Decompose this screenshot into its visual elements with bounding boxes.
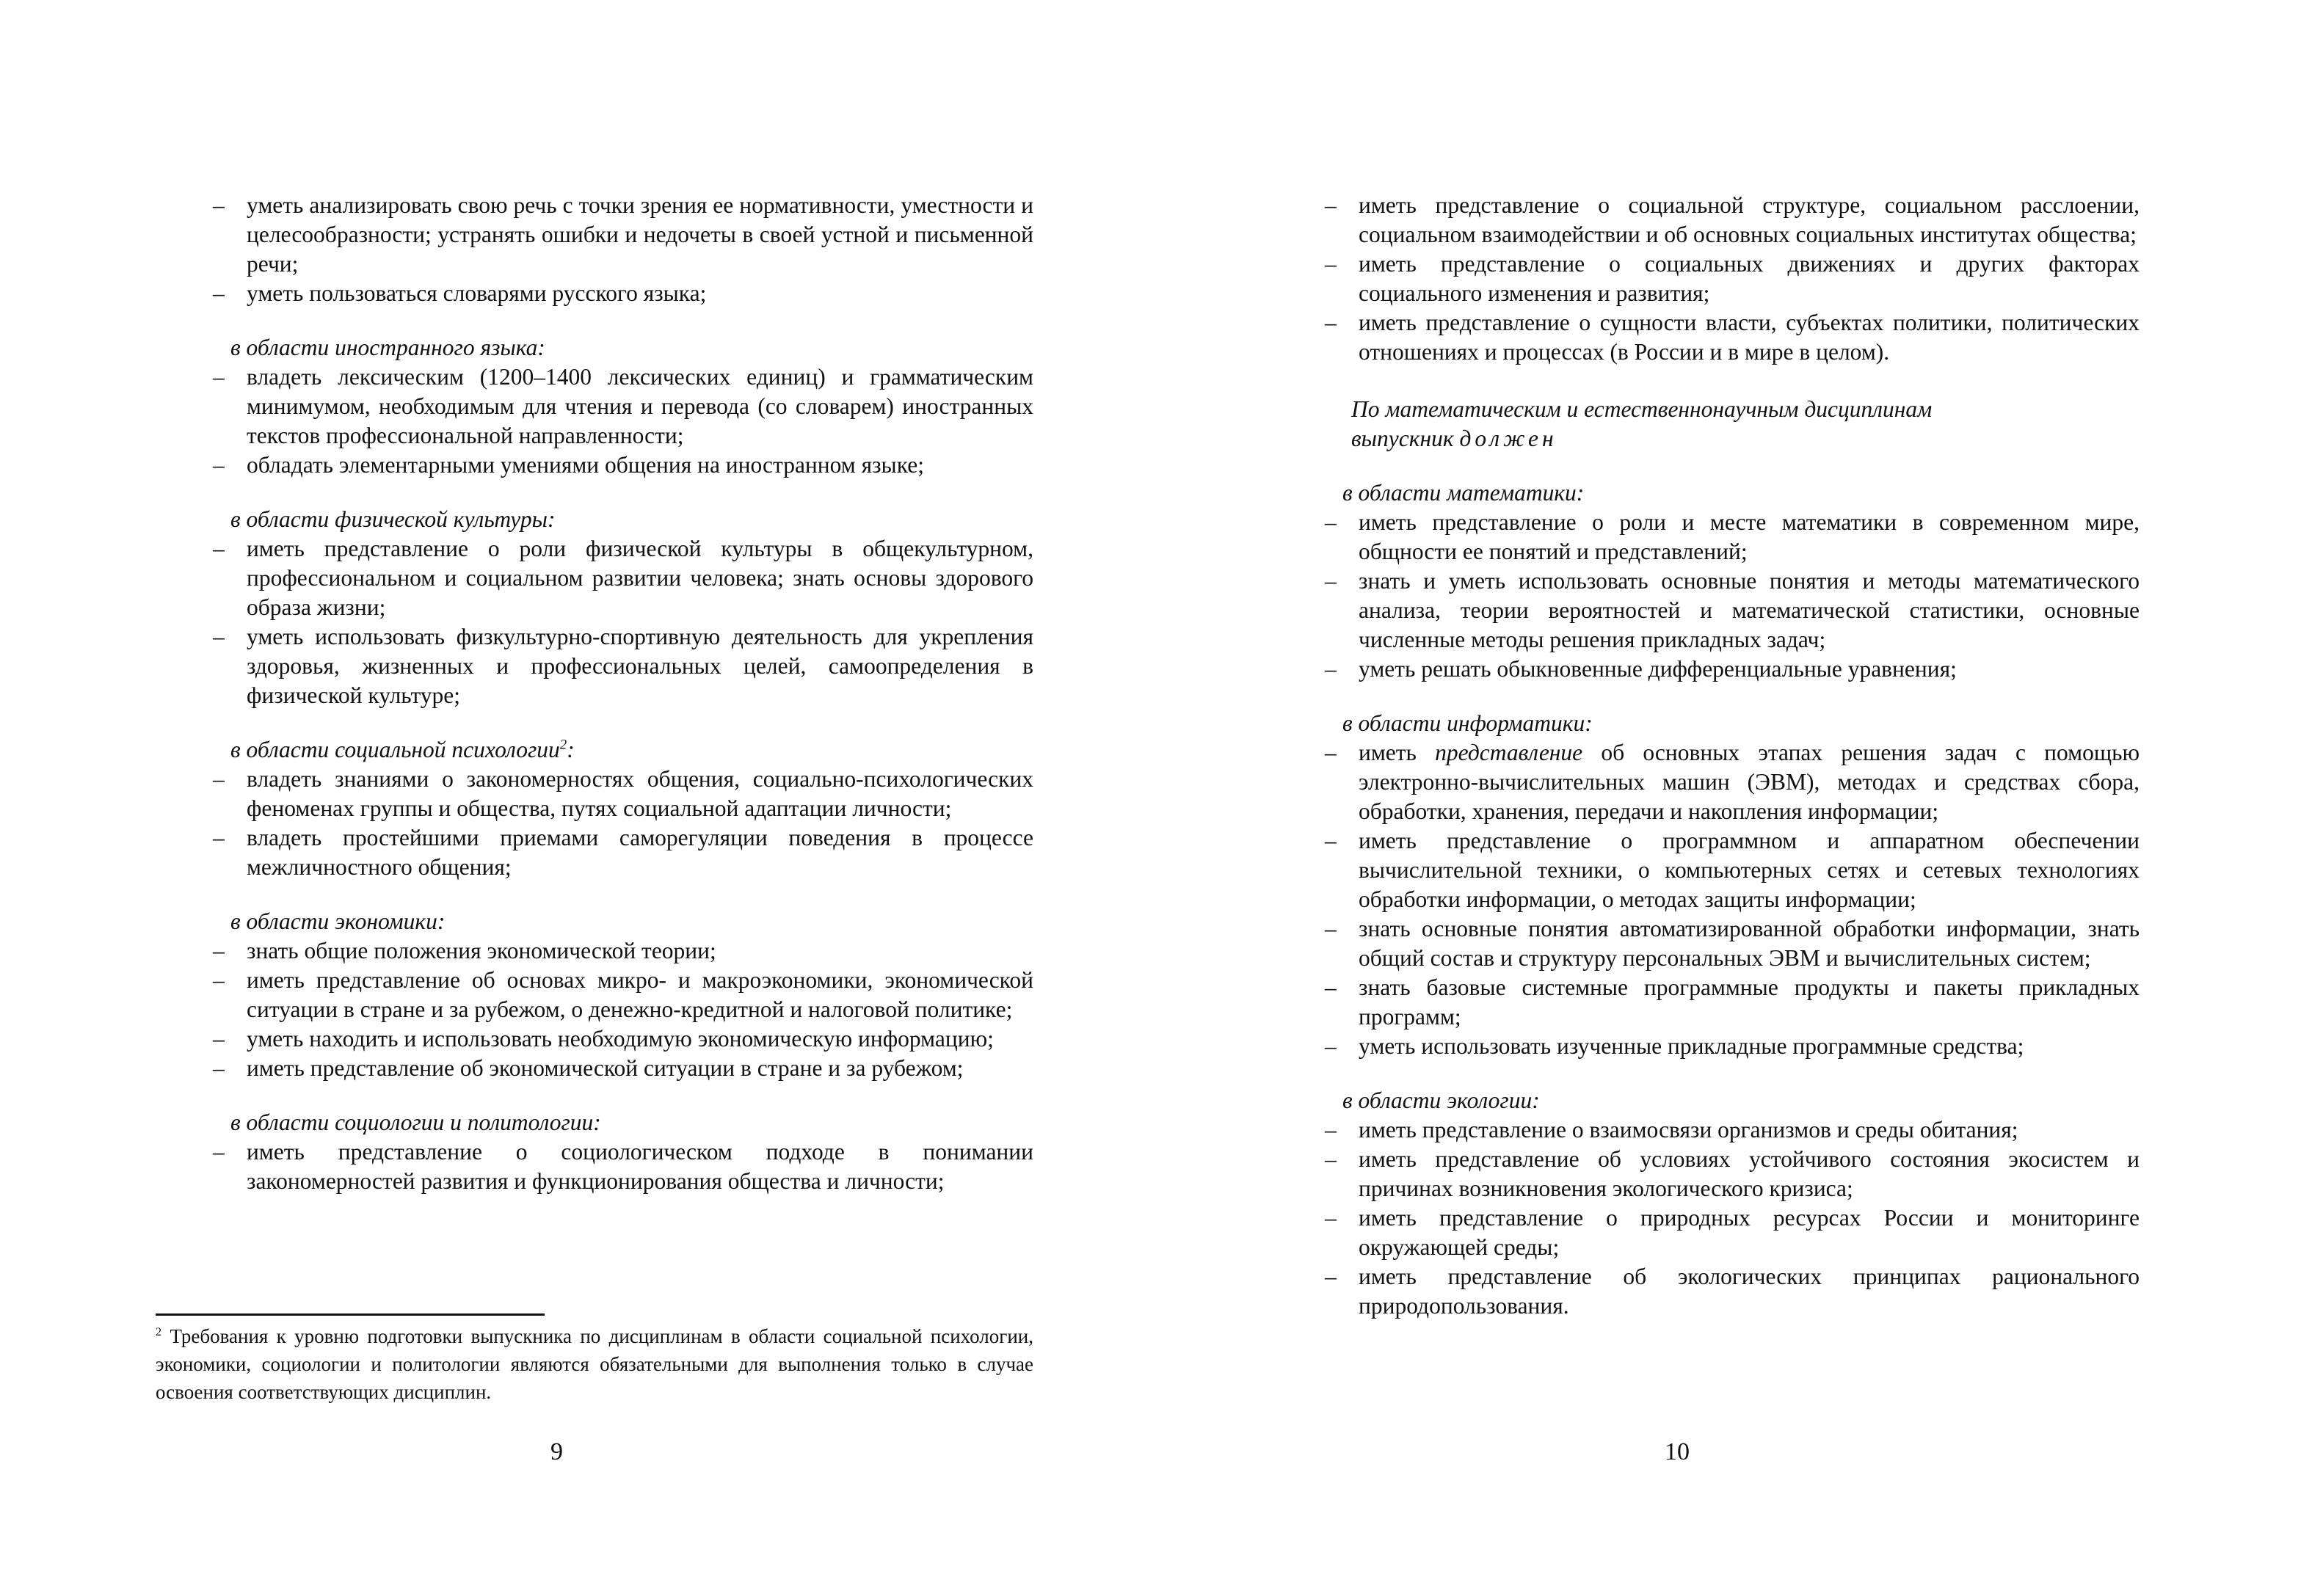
list-item: – владеть знаниями о закономерностях общения, социально-психологических феноменах группы и общества, путях социальной адаптации личности; <box>213 765 1033 823</box>
right-page <box>1156 0 2312 1596</box>
list-item: – обладать элементарными умениями общения на иностранном языке; <box>213 451 1033 480</box>
list-item: – иметь представление о социальных движениях и других факторах социального изменения и развития; <box>1325 249 2140 308</box>
mathematics-list <box>1325 508 2140 684</box>
foreign-language-list <box>213 362 1033 480</box>
heading-text: в области социальной психологии <box>230 737 560 762</box>
main-heading-word: выпускник <box>1351 426 1454 451</box>
section-heading-mathematics: в области математики: <box>1342 480 1585 506</box>
section-heading-economics: в области экономики: <box>230 908 446 934</box>
section-heading-physical-culture: в области физической культуры: <box>230 506 556 532</box>
page-number: 9 <box>550 1438 563 1465</box>
list-item: – владеть простейшими приемами саморегуляции поведения в процессе межличностного общения; <box>213 823 1033 882</box>
list-item: – иметь представление об экономической ситуации в стране и за рубежом; <box>213 1054 1033 1083</box>
item-text: об основных этапах решения задач с помощью электронно-вычислительных машин (ЭВМ), методах и средствах сбора, обработки, хранения, передачи и накопления информации; <box>1359 740 2140 824</box>
section-heading-sociology: в области социологии и политологии: <box>230 1109 601 1135</box>
informatics-list <box>1325 738 2140 1061</box>
economics-list <box>213 936 1033 1083</box>
footnote-mark: 2 <box>156 1325 162 1338</box>
list-item: – уметь использовать физкультурно-спортивную деятельность для укрепления здоровья, жизненных и профессиональных целей, самоопределения в физической культуре; <box>213 622 1033 710</box>
section-heading-social-psychology <box>230 735 1033 765</box>
list-item: – иметь представление о природных ресурсах России и мониторинге окружающей среды; <box>1325 1203 2140 1262</box>
footnote-divider <box>156 1313 545 1316</box>
list-item: – иметь представление о сущности власти, субъектах политики, политических отношениях и процессах (в России и в мире в целом). <box>1325 308 2140 367</box>
main-section-heading <box>1351 395 2140 453</box>
footnote <box>156 1322 1033 1406</box>
list-item: – иметь представление о социологическом подходе в понимании закономерностей развития и функционирования общества и личности; <box>213 1137 1033 1196</box>
list-item: – иметь представление о взаимосвязи организмов и среды обитания; <box>1325 1115 2140 1145</box>
list-item: – владеть лексическим (1200–1400 лексических единиц) и грамматическим минимумом, необходимым для чтения и перевода (со словарем) иностранных текстов профессиональной направленности; <box>213 362 1033 451</box>
main-heading-spaced-word: должен <box>1459 426 1557 451</box>
list-item: – иметь представление об условиях устойчивого состояния экосистем и причинах возникновения экологического кризиса; <box>1325 1145 2140 1203</box>
list-item: – уметь решать обыкновенные дифференциальные уравнения; <box>1325 655 2140 684</box>
list-item: – уметь находить и использовать необходимую экономическую информацию; <box>213 1024 1033 1054</box>
sociology-list <box>213 1137 1033 1196</box>
list-item: – иметь представление о социальной структуре, социальном расслоении, социальном взаимодействии и об основных социальных институтах общества; <box>1325 191 2140 249</box>
intro-list <box>1325 191 2140 367</box>
item-text: иметь <box>1359 740 1417 765</box>
footnote-text: Требования к уровню подготовки выпускника по дисциплинам в области социальной психологии, экономики, социологии и политологии являются обязательными для выполнения только в случае освоения соответствующих дисциплин. <box>156 1325 1033 1403</box>
main-heading-line: По математическим и естественнонаучным дисциплинам <box>1351 396 1933 422</box>
section-heading-informatics: в области информатики: <box>1342 710 1593 736</box>
ecology-list <box>1325 1115 2140 1321</box>
list-item: – иметь представление о роли физической культуры в общекультурном, профессиональном и социальном развитии человека; знать основы здорового образа жизни; <box>213 534 1033 622</box>
list-item: – знать базовые системные программные продукты и пакеты прикладных программ; <box>1325 973 2140 1032</box>
list-item: – иметь представление об экологических принципах рационального природопользования. <box>1325 1262 2140 1321</box>
social-psychology-list <box>213 765 1033 882</box>
section-heading-ecology: в области экологии: <box>1342 1087 1540 1113</box>
list-item: – знать и уметь использовать основные понятия и методы математического анализа, теории вероятностей и математической статистики, основные численные методы решения прикладных задач; <box>1325 566 2140 655</box>
heading-colon: : <box>567 737 575 762</box>
main-heading-line <box>1351 424 2140 453</box>
physical-culture-list <box>213 534 1033 710</box>
list-item: – знать общие положения экономической теории; <box>213 936 1033 966</box>
list-item: – уметь пользоваться словарями русского языка; <box>213 279 1033 308</box>
page-number: 10 <box>1665 1438 1690 1465</box>
list-item: – иметь представление об основах микро- и макроэкономики, экономической ситуации в стране и за рубежом, о денежно-кредитной и налоговой политике; <box>213 966 1033 1024</box>
left-page-text <box>213 191 1033 1196</box>
list-item: – иметь представление о роли и месте математики в современном мире, общности ее понятий и представлений; <box>1325 508 2140 566</box>
list-item: – уметь использовать изученные прикладные программные средства; <box>1325 1032 2140 1061</box>
list-item <box>1325 738 2140 826</box>
footnote-reference[interactable]: 2 <box>559 737 567 753</box>
section-heading-foreign-language: в области иностранного языка: <box>230 335 545 360</box>
list-item: – знать основные понятия автоматизированной обработки информации, знать общий состав и структуру персональных ЭВМ и вычислительных систем; <box>1325 914 2140 973</box>
intro-list <box>213 191 1033 308</box>
item-italic-text: представление <box>1435 740 1583 765</box>
list-item: – уметь анализировать свою речь с точки зрения ее нормативности, уместности и целесообразности; устранять ошибки и недочеты в своей устной и письменной речи; <box>213 191 1033 279</box>
list-item: – иметь представление о программном и аппаратном обеспечении вычислительной техники, о компьютерных сетях и сетевых технологиях обработки информации, о методах защиты информации; <box>1325 826 2140 914</box>
right-page-text <box>1325 191 2140 1321</box>
